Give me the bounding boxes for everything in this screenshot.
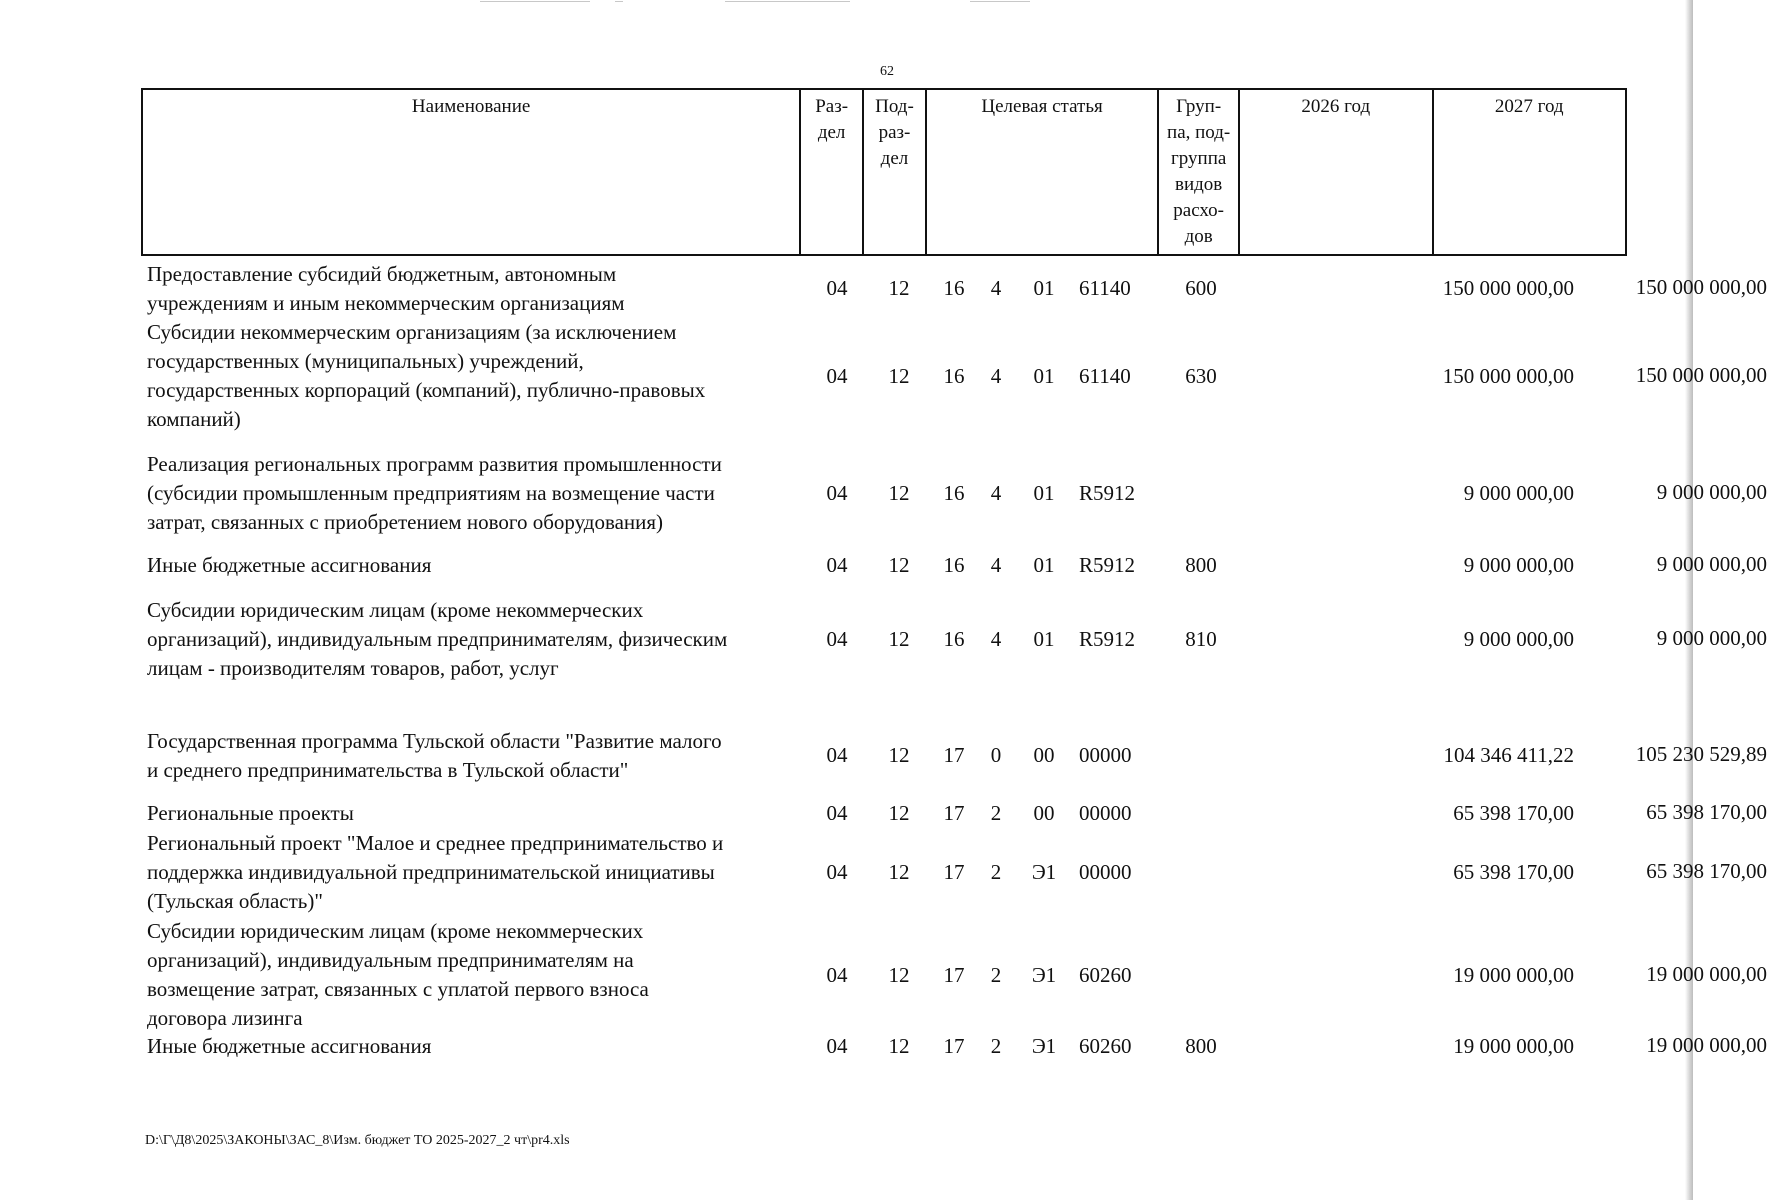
row-name: Реализация региональных программ развития промышленности (субсидии промышленным предприятиям на возмещение части затрат, связанных с приобретением нового оборудования) xyxy=(147,452,722,534)
cell-podrazdel: 12 xyxy=(888,627,910,651)
row-name: Субсидии юридическим лицам (кроме некоммерческих организаций), индивидуальным предпринимателям, физическим лицам - производителям товаров, работ, услуг xyxy=(147,598,728,680)
cell-target-1: 16 xyxy=(943,481,965,505)
cell-target-3: 01 xyxy=(1033,276,1055,300)
cell-target-4: R5912 xyxy=(1079,481,1136,505)
cell-target-2: 2 xyxy=(990,1034,1002,1058)
cell-target-4: 61140 xyxy=(1079,364,1131,388)
header-name-text: Наименование xyxy=(411,96,531,117)
cell-podrazdel: 12 xyxy=(888,481,910,505)
cell-target-1: 17 xyxy=(943,1034,965,1058)
cell-target-2: 4 xyxy=(990,553,1002,577)
cell-target-2: 4 xyxy=(990,627,1002,651)
cell-target-2: 4 xyxy=(990,364,1002,388)
cell-2026: 9 000 000,00 xyxy=(1463,481,1574,505)
cell-2027: 65 398 170,00 xyxy=(1646,859,1767,883)
header-name xyxy=(143,90,801,254)
cell-target-1: 16 xyxy=(943,627,965,651)
cell-target-1: 17 xyxy=(943,963,965,987)
cell-target-1: 17 xyxy=(943,860,965,884)
cell-target-3: 00 xyxy=(1033,801,1055,825)
file-path-footer: D:\Г\Д8\2025\ЗАКОНЫ\ЗАС_8\Изм. бюджет ТО 2025-2027_2 чт\pr4.xls xyxy=(145,1133,570,1148)
scan-edge-shadow xyxy=(1685,0,1693,1200)
cell-target-4: 60260 xyxy=(1079,963,1132,987)
row-name: Предоставление субсидий бюджетным, автономным учреждениям и иным некоммерческим организациям xyxy=(147,262,625,315)
cell-razdel: 04 xyxy=(826,801,848,825)
cell-target-3: 01 xyxy=(1033,553,1055,577)
row-name: Региональный проект "Малое и среднее предпринимательство и поддержка индивидуальной предпринимательской инициативы (Тульская область)" xyxy=(147,831,724,913)
cell-group: 800 xyxy=(1185,553,1217,577)
cell-2027: 150 000 000,00 xyxy=(1635,275,1767,299)
cell-group: 800 xyxy=(1185,1034,1217,1058)
cell-2027: 65 398 170,00 xyxy=(1646,800,1767,824)
cell-podrazdel: 12 xyxy=(888,553,910,577)
cell-razdel: 04 xyxy=(826,481,848,505)
cell-target-2: 2 xyxy=(990,860,1002,884)
cell-podrazdel: 12 xyxy=(888,743,910,767)
cell-target-4: 61140 xyxy=(1079,276,1131,300)
cell-2026: 65 398 170,00 xyxy=(1453,860,1574,884)
cell-2026: 19 000 000,00 xyxy=(1453,1034,1574,1058)
cell-razdel: 04 xyxy=(826,553,848,577)
cell-podrazdel: 12 xyxy=(888,1034,910,1058)
cell-target-1: 17 xyxy=(943,801,965,825)
row-name: Субсидии юридическим лицам (кроме некоммерческих организаций), индивидуальным предпринимателям на возмещение затрат, связанных с уплатой первого взноса договора лизинга xyxy=(147,919,649,1030)
cell-group: 600 xyxy=(1185,276,1217,300)
header-year-2027: 2027 год xyxy=(1494,96,1564,117)
cell-razdel: 04 xyxy=(826,276,848,300)
row-name: Региональные проекты xyxy=(147,801,354,825)
cell-2027: 19 000 000,00 xyxy=(1646,962,1767,986)
row-name: Государственная программа Тульской области "Развитие малого и среднего предпринимательства в Тульской области" xyxy=(147,729,722,782)
cell-target-2: 2 xyxy=(990,963,1002,987)
header-podrazdel: Под- раз- дел xyxy=(864,90,927,254)
cell-razdel: 04 xyxy=(826,963,848,987)
cell-target-4: 60260 xyxy=(1079,1034,1132,1058)
cell-target-4: 00000 xyxy=(1079,743,1132,767)
cell-podrazdel: 12 xyxy=(888,860,910,884)
cell-target-4: R5912 xyxy=(1079,553,1136,577)
cell-2027: 9 000 000,00 xyxy=(1656,480,1767,504)
cell-2026: 65 398 170,00 xyxy=(1453,801,1574,825)
cell-target-1: 16 xyxy=(943,553,965,577)
header-year-2026: 2026 год xyxy=(1240,90,1433,254)
cell-2027: 9 000 000,00 xyxy=(1656,626,1767,650)
cell-target-4: 00000 xyxy=(1079,801,1132,825)
cell-target-3: Э1 xyxy=(1031,860,1057,884)
cell-target-4: R5912 xyxy=(1079,627,1136,651)
cell-target-3: 00 xyxy=(1033,743,1055,767)
cell-target-2: 0 xyxy=(990,743,1002,767)
row-name: Иные бюджетные ассигнования xyxy=(147,553,432,577)
cell-2027: 9 000 000,00 xyxy=(1656,552,1767,576)
cell-2027: 19 000 000,00 xyxy=(1646,1033,1767,1057)
cell-2026: 9 000 000,00 xyxy=(1463,627,1574,651)
cell-razdel: 04 xyxy=(826,364,848,388)
cell-target-4: 00000 xyxy=(1079,860,1132,884)
cell-razdel: 04 xyxy=(826,743,848,767)
cell-target-1: 16 xyxy=(943,276,965,300)
cell-target-2: 4 xyxy=(990,481,1002,505)
cell-2027: 150 000 000,00 xyxy=(1635,363,1767,387)
cell-target-3: Э1 xyxy=(1031,963,1057,987)
cell-target-3: Э1 xyxy=(1031,1034,1057,1058)
cell-2026: 9 000 000,00 xyxy=(1463,553,1574,577)
cell-2026: 19 000 000,00 xyxy=(1453,963,1574,987)
cell-target-3: 01 xyxy=(1033,627,1055,651)
cell-2026: 104 346 411,22 xyxy=(1443,743,1574,767)
cell-target-1: 16 xyxy=(943,364,965,388)
cell-group: 630 xyxy=(1185,364,1217,388)
cell-podrazdel: 12 xyxy=(888,276,910,300)
cell-razdel: 04 xyxy=(826,1034,848,1058)
cell-target-3: 01 xyxy=(1033,481,1055,505)
cell-target-2: 2 xyxy=(990,801,1002,825)
table-header xyxy=(141,88,1627,256)
cell-target-2: 4 xyxy=(990,276,1002,300)
cell-group: 810 xyxy=(1185,627,1217,651)
cell-target-1: 17 xyxy=(943,743,965,767)
cell-razdel: 04 xyxy=(826,627,848,651)
cell-2027: 105 230 529,89 xyxy=(1635,742,1767,766)
header-expense-group: Груп- па, под- группа видов расхо- дов xyxy=(1159,90,1240,254)
cell-podrazdel: 12 xyxy=(888,364,910,388)
page-number: 62 xyxy=(880,64,894,79)
header-razdel: Раз- дел xyxy=(801,90,864,254)
cell-target-3: 01 xyxy=(1033,364,1055,388)
scan-top-marks xyxy=(0,0,1693,6)
cell-2026: 150 000 000,00 xyxy=(1442,364,1574,388)
cell-2026: 150 000 000,00 xyxy=(1442,276,1574,300)
cell-podrazdel: 12 xyxy=(888,963,910,987)
row-name: Иные бюджетные ассигнования xyxy=(147,1034,432,1058)
cell-podrazdel: 12 xyxy=(888,801,910,825)
row-name: Субсидии некоммерческим организациям (за исключением государственных (муниципальных) учреждений, государственных корпораций (компаний), публично-правовых компаний) xyxy=(147,320,706,431)
header-target-article: Целевая статья xyxy=(927,90,1159,254)
cell-razdel: 04 xyxy=(826,860,848,884)
